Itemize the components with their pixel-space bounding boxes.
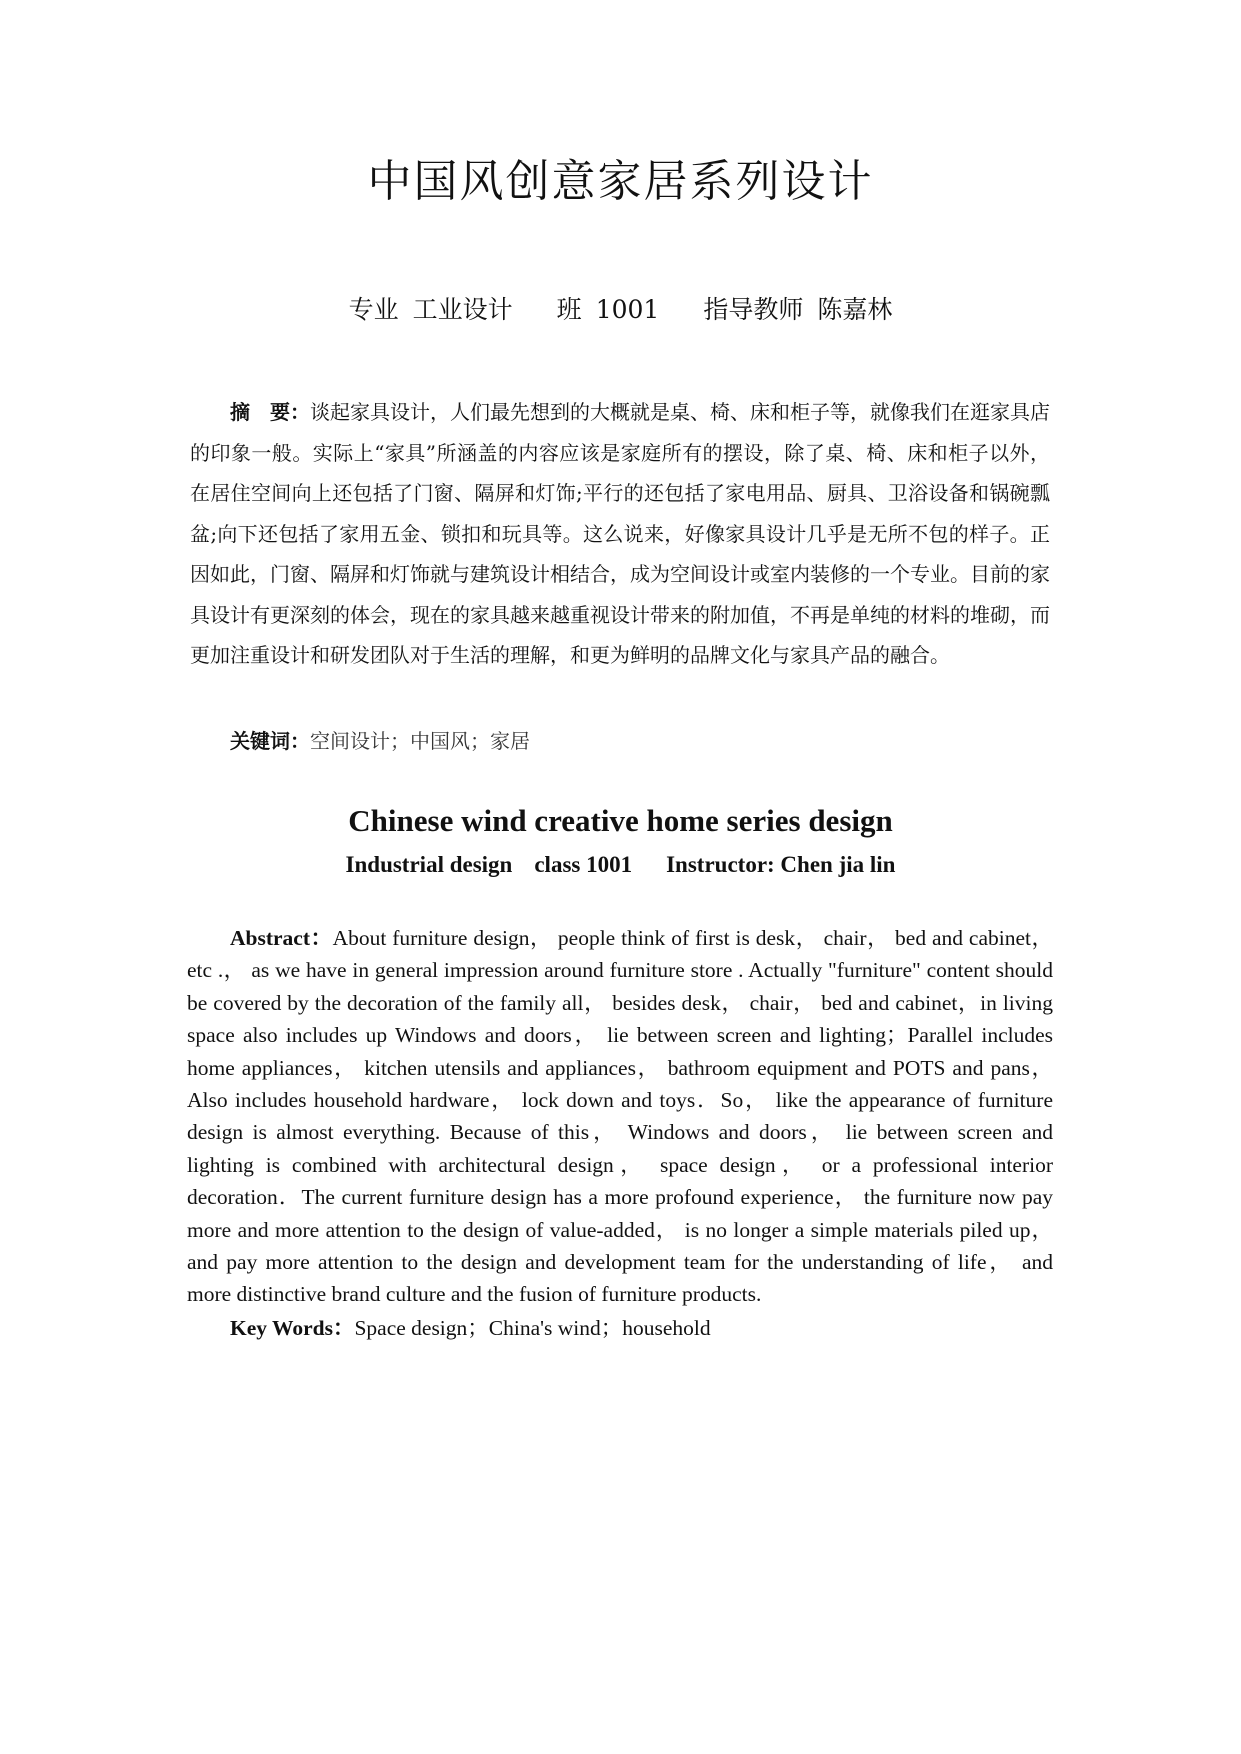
instructor-value: 陈嘉林 <box>817 295 893 324</box>
english-major: Industrial design <box>345 852 513 877</box>
chinese-author-line <box>0 292 1241 328</box>
chinese-abstract-text: 谈起家具设计，人们最先想到的大概就是桌、椅、床和柜子等，就像我们在逛家具店的印象一般。实际上“家具”所涵盖的内容应该是家庭所有的摆设，除了桌、椅、床和柜子以外，在居住空间向上还包括了门窗、隔屏和灯饰;平行的还包括了家电用品、厨具、卫浴设备和锅碗瓢盆;向下还包括了家用五金、锁扣和玩具等。这么说来，好像家具设计几乎是无所不包的样子。正因如此，门窗、隔屏和灯饰就与建筑设计相结合，成为空间设计或室内装修的一个专业。目前的家具设计有更深刻的体会，现在的家具越来越重视设计带来的附加值，不再是单纯的材料的堆砌，而更加注重设计和研发团队对于生活的理解，和更为鲜明的品牌文化与家具产品的融合。 <box>190 400 1050 667</box>
english-author-line <box>0 848 1241 882</box>
chinese-abstract <box>190 392 1050 676</box>
chinese-keywords-label: 关键词： <box>230 729 310 753</box>
instructor-label: 指导教师 <box>703 295 804 324</box>
english-abstract-text: About furniture design， people think of first is desk， chair， bed and cabinet，etc .， as we have in general impression around furniture store . Actually "furniture" content should be covered by the decoration of the family all， besides desk， chair， bed and cabinet，in living space also includes up Windows and doors， lie between screen and lighting；Parallel includes home appliances， kitchen utensils and appliances， bathroom equipment and POTS and pans，Also includes household hardware， lock down and toys．So， like the appearance of furniture design is almost everything. Because of this， Windows and doors， lie between screen and lighting is combined with architectural design， space design， or a professional interior decoration．The current furniture design has a more profound experience， the furniture now pay more and more attention to the design of value-added， is no longer a simple materials piled up，and pay more attention to the design and development team for the understanding of life， and more distinctive brand culture and the fusion of furniture products. <box>187 926 1054 1307</box>
class-value: 1001 <box>595 295 660 324</box>
class-label: 班 <box>556 295 582 324</box>
english-instructor: Instructor: Chen jia lin <box>666 852 896 877</box>
major-label: 专业 <box>348 295 399 324</box>
chinese-abstract-label: 摘 要： <box>230 400 310 424</box>
chinese-title: 中国风创意家居系列设计 <box>367 156 874 207</box>
chinese-keywords <box>230 724 1050 758</box>
major-value: 工业设计 <box>412 295 513 324</box>
english-keywords <box>230 1312 1050 1344</box>
english-abstract-label: Abstract： <box>230 926 333 950</box>
english-abstract <box>187 922 1053 1311</box>
chinese-keywords-text: 空间设计；中国风；家居 <box>310 729 530 753</box>
english-keywords-text: Space design；China's wind；household <box>354 1316 711 1340</box>
english-keywords-label: Key Words： <box>230 1316 355 1340</box>
english-class: class 1001 <box>534 852 633 877</box>
english-title: Chinese wind creative home series design <box>348 803 893 838</box>
